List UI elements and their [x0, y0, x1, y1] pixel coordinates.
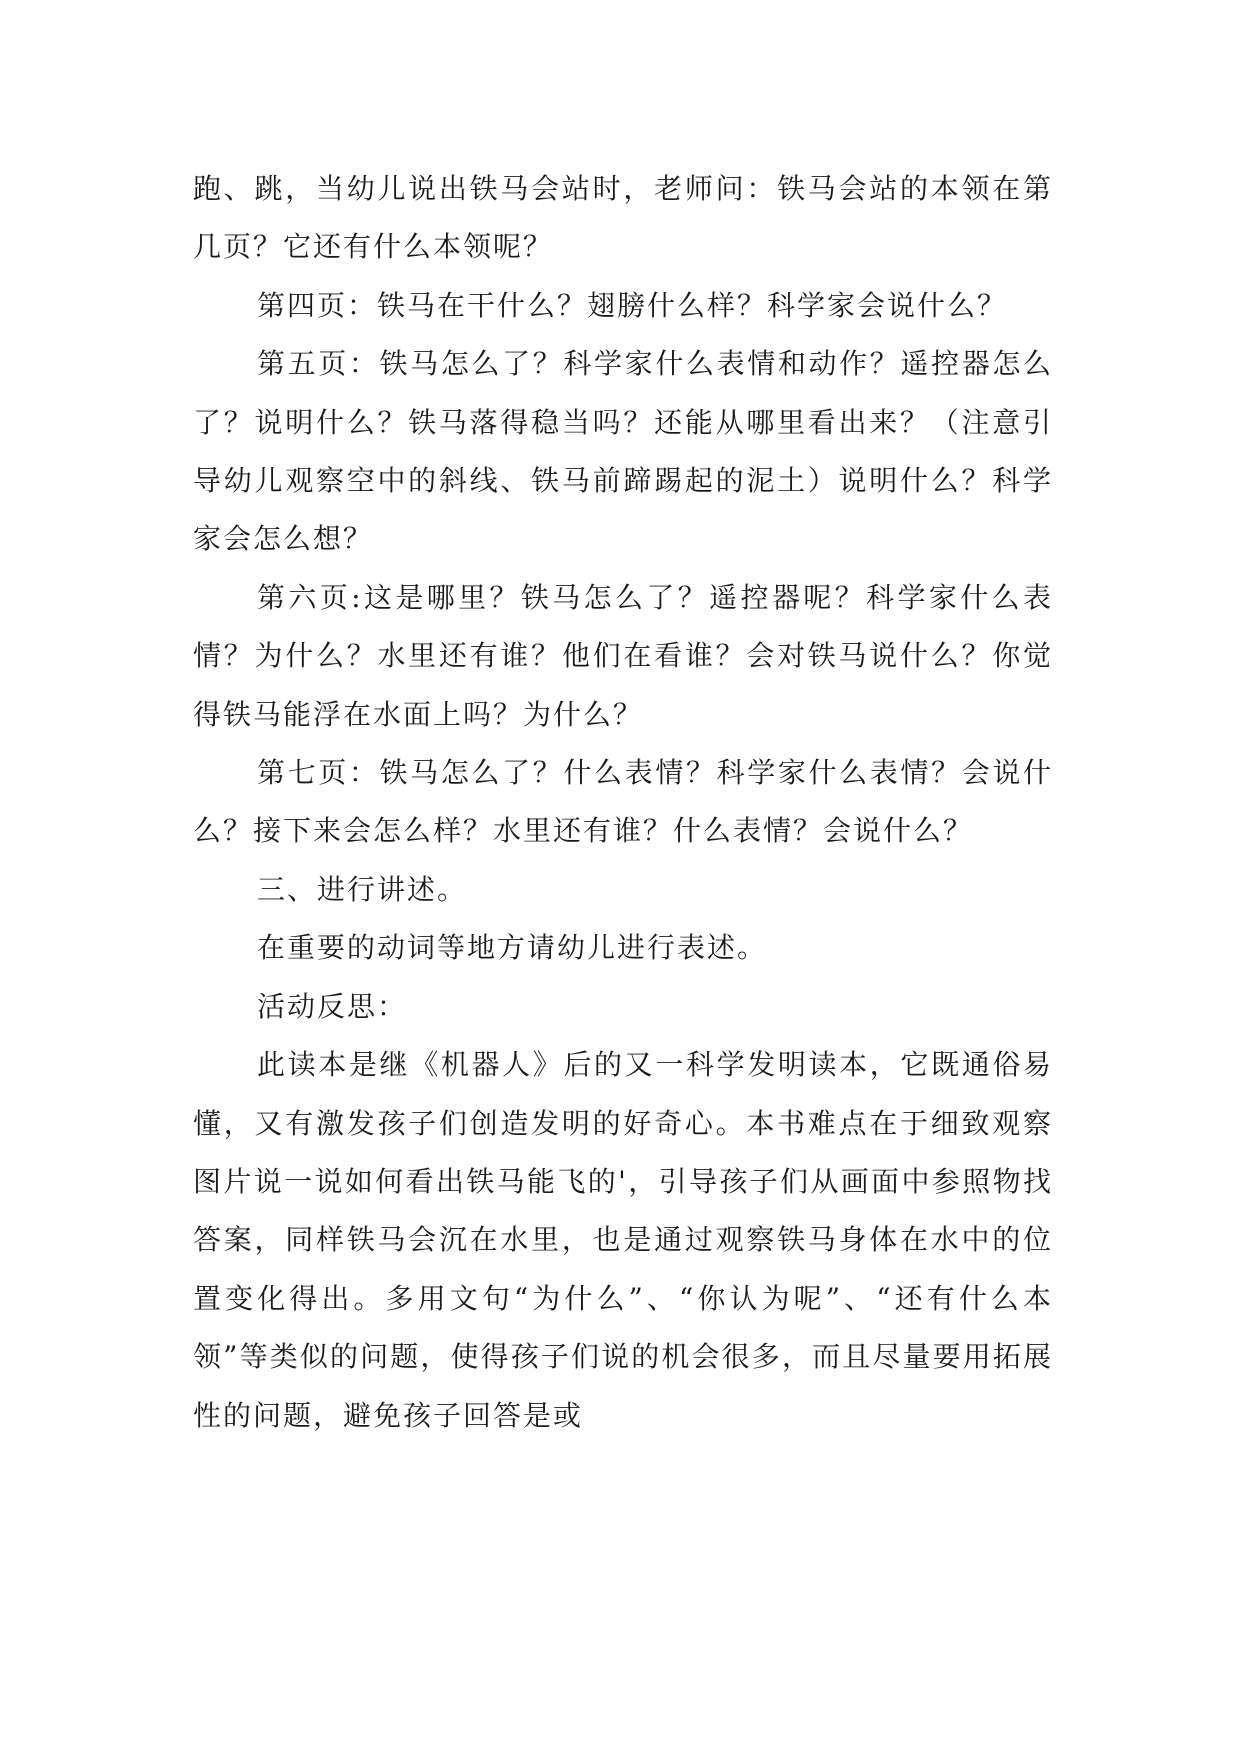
paragraph-page-seven: 第七页：铁马怎么了？什么表情？科学家什么表情？会说什么？接下来会怎么样？水里还有谁？什么表情？会说什么？ [193, 756, 1053, 848]
section-heading-three: 三、进行讲述。 [257, 872, 468, 906]
paragraph-page-five: 第五页：铁马怎么了？科学家什么表情和动作？遥控器怎么了？说明什么？铁马落得稳当吗？还能从哪里看出来？（注意引导幼儿观察空中的斜线、铁马前蹄踢起的泥土）说明什么？科学家会怎么想？ [193, 347, 1053, 556]
section-heading-reflection: 活动反思： [257, 989, 408, 1023]
paragraph-page-six: 第六页:这是哪里？铁马怎么了？遥控器呢？科学家什么表情？为什么？水里还有谁？他们在看谁？会对铁马说什么？你觉得铁马能浮在水面上吗？为什么？ [193, 580, 1053, 731]
paragraph-page-four: 第四页：铁马在干什么？翅膀什么样？科学家会说什么？ [257, 288, 1008, 322]
paragraph-continuation: 跑、跳，当幼儿说出铁马会站时，老师问：铁马会站的本领在第几页？它还有什么本领呢？ [193, 172, 1053, 264]
paragraph-narration: 在重要的动词等地方请幼儿进行表述。 [257, 931, 768, 965]
paragraph-reflection: 此读本是继《机器人》后的又一科学发明读本，它既通俗易懂，又有激发孩子们创造发明的好奇心。本书难点在于细致观察图片说一说如何看出铁马能飞的'，引导孩子们从画面中参照物找答案，同样铁马会沉在水里，也是通过观察铁马身体在水中的位置变化得出。多用文句“为什么”、“你认为呢”、“还有什么本领”等类似的问题，使得孩子们说的机会很多，而且尽量要用拓展性的问题，避免孩子回答是或 [193, 1048, 1053, 1432]
document-body [193, 160, 1053, 1445]
